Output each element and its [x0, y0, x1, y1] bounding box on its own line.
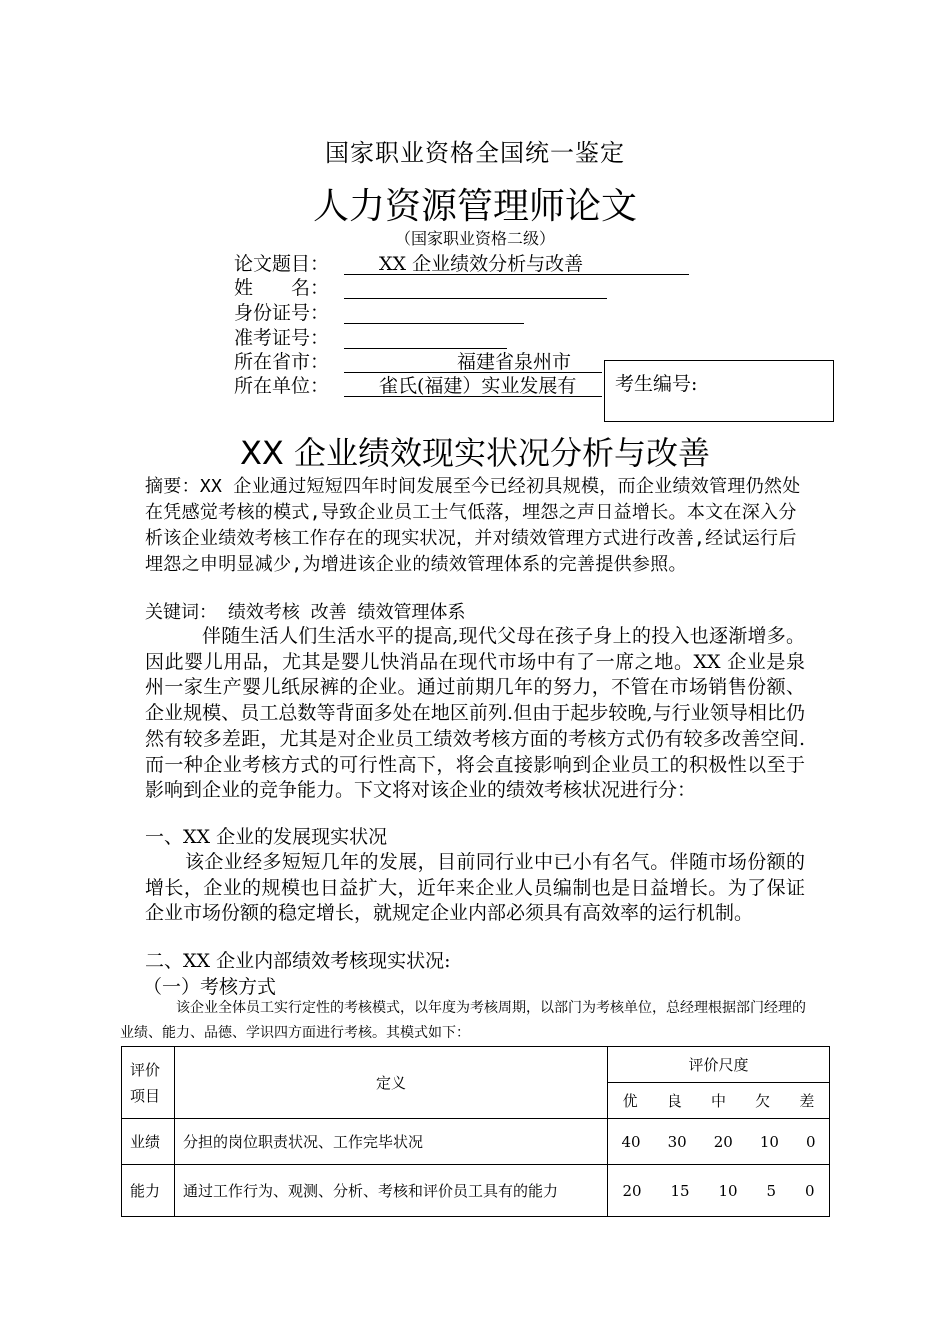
score: 20 — [713, 1132, 733, 1151]
id-field — [234, 301, 342, 325]
row-item: 业绩 — [122, 1119, 175, 1165]
score-cell — [608, 1165, 830, 1217]
exam-label: 准考证号： — [234, 327, 330, 349]
row-definition: 分担的岗位职责状况、工作完毕状况 — [175, 1119, 608, 1165]
province-line — [344, 350, 602, 373]
header-scale: 评价尺度 — [608, 1047, 830, 1083]
paper-title: 人力资源管理师论文 — [312, 186, 637, 227]
evaluation-table — [121, 1046, 830, 1217]
grade-label: 欠 — [755, 1092, 771, 1110]
company-field — [234, 374, 577, 398]
header-item: 评价项目 — [122, 1047, 175, 1119]
header-line: 国家职业资格全国统一鉴定 — [325, 139, 625, 167]
exam-field — [234, 326, 342, 350]
score: 0 — [804, 1181, 815, 1200]
topic-label: 论文题目： — [234, 253, 330, 275]
intro-paragraph: 伴随生活人们生活水平的提高,现代父母在孩子身上的投入也逐渐增多。因此婴儿用品，尤其是婴儿快消品在现代市场中有了一席之地。XX 企业是泉州一家生产婴儿纸尿裤的企业。通过前期几年的努力，不管在市场销售份额、企业规模、员工总数等背面多处在地区前列.但由于起步较晚,与行业领导相比仍然有较多差距，尤其是对企业员工绩效考核方面的考核方式仍有较多改善空间.而一种企业考核方式的可行性高下，将会直接影响到企业员工的积极性以至于影响到企业的竞争能力。下文将对该企业的绩效考核状况进行分： — [145, 625, 805, 802]
score: 10 — [718, 1181, 738, 1200]
row-item: 能力 — [122, 1165, 175, 1217]
grade-label: 优 — [622, 1092, 638, 1110]
score: 10 — [759, 1132, 779, 1151]
id-label: 身份证号： — [234, 302, 330, 324]
grade-label: 中 — [710, 1092, 726, 1110]
topic-line — [344, 252, 689, 275]
row-definition: 通过工作行为、观测、分析、考核和评价员工具有的能力 — [175, 1165, 608, 1217]
grade-label: 差 — [799, 1092, 815, 1110]
exam-line — [344, 326, 507, 349]
name-field — [234, 276, 342, 300]
table-row — [122, 1165, 830, 1217]
development-paragraph: 该企业经多短短几年的发展，目前同行业中已小有名气。伴随市场份额的增长，企业的规模也日益扩大，近年来企业人员编制也是日益增长。为了保证企业市场份额的稳定增长，就规定企业内部必须具有高效率的运行机制。 — [145, 851, 805, 924]
topic-value: XX 企业绩效分析与改善 — [379, 253, 584, 275]
article-title: XX 企业绩效现实状况分析与改善 — [239, 434, 711, 472]
score-cell — [608, 1119, 830, 1165]
province-label: 所在省市： — [234, 351, 330, 373]
id-line — [344, 301, 524, 324]
qualification-level: （国家职业资格二级） — [394, 229, 555, 248]
company-label: 所在单位： — [234, 375, 330, 397]
exam-number-box — [604, 360, 834, 422]
province-value: 福建省泉州市 — [457, 351, 572, 373]
section-1-heading: 一、XX 企业的发展现实状况 — [145, 826, 388, 848]
score: 5 — [766, 1181, 777, 1200]
score: 15 — [670, 1181, 690, 1200]
header-definition: 定义 — [175, 1047, 608, 1119]
table-row — [122, 1119, 830, 1165]
name-label: 姓 名： — [234, 277, 330, 299]
company-value: 雀氏(福建）实业发展有 — [379, 375, 577, 397]
grade-label: 良 — [666, 1092, 682, 1110]
score: 40 — [621, 1132, 641, 1151]
assessment-paragraph: 该企业全体员工实行定性的考核模式，以年度为考核周期，以部门为考核单位，总经理根据部门经理的业绩、能力、品德、学识四方面进行考核。其模式如下： — [120, 1000, 806, 1041]
province-field — [234, 350, 572, 374]
score: 20 — [622, 1181, 642, 1200]
score: 0 — [805, 1132, 816, 1151]
exam-number-label: 考生编号: — [615, 373, 698, 395]
company-line — [344, 374, 602, 397]
grade-cell — [608, 1083, 830, 1119]
name-line — [344, 276, 607, 299]
score: 30 — [667, 1132, 687, 1151]
section-2-heading: 二、XX 企业内部绩效考核现实状况: — [145, 950, 451, 972]
subsection-heading: （一）考核方式 — [143, 976, 277, 998]
abstract: 摘要：XX 企业通过短短四年时间发展至今已经初具规模，而企业绩效管理仍然处在凭感觉考核的模式,导致企业员工士气低落，埋怨之声日益增长。本文在深入分析该企业绩效考核工作存在的现实状况，并对绩效管理方式进行改善,经试运行后埋怨之申明显减少,为增进该企业的绩效管理体系的完善提供参照。 — [145, 476, 801, 575]
keywords: 关键词： 绩效考核 改善 绩效管理体系 — [145, 602, 466, 623]
topic-field — [234, 252, 584, 276]
